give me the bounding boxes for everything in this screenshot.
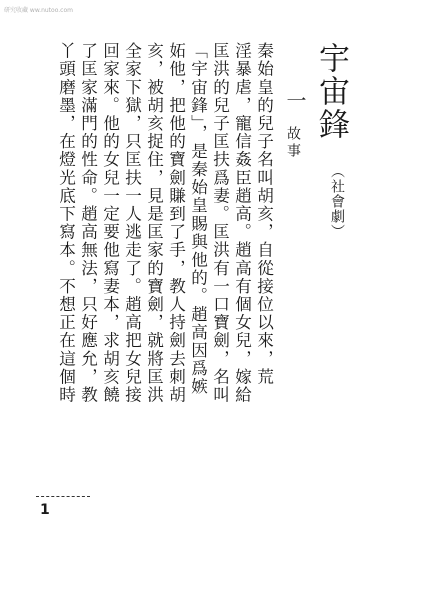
text-column-1: 秦始皇的兒子名叫胡亥，自從接位以來，荒 (254, 42, 274, 386)
section-title: 故事 (285, 126, 301, 160)
subtitle: （社會劇） (329, 164, 345, 239)
text-column-4: 「宇宙鋒」，是秦始皇賜與他的。趙高因爲嫉 (188, 42, 208, 396)
section-number: 一 (283, 90, 307, 110)
text-column-10: 丫頭磨墨，在燈光底下寫本。不想正在這個時 (56, 42, 76, 404)
watermark: 研究收藏 ww.nutoo.com (4, 7, 73, 14)
text-column-9: 了匡家滿門的性命。趙高無法，只好應允，教 (78, 42, 98, 404)
text-column-2: 淫暴虐，寵信姦臣趙高。趙高有個女兒，嫁給 (232, 42, 252, 404)
footer-divider (36, 496, 90, 497)
text-column-3: 匡洪的兒子匡扶爲妻。匡洪有一口寶劍，名叫 (210, 42, 230, 404)
page-number: 1 (40, 502, 50, 518)
page-title: 宇宙鋒 (313, 42, 349, 141)
text-column-8: 回家來。他的女兒一定要他寫妻本，求胡亥饒 (100, 42, 120, 404)
text-column-5: 妬他，把他的寶劍賺到了手，教人持劍去刺胡 (166, 42, 186, 404)
text-column-6: 亥，被胡亥捉住，見是匡家的寶劍，就將匡洪 (144, 42, 164, 404)
text-column-7: 全家下獄，只匡扶一人逃走了。趙高把女兒接 (122, 42, 142, 404)
